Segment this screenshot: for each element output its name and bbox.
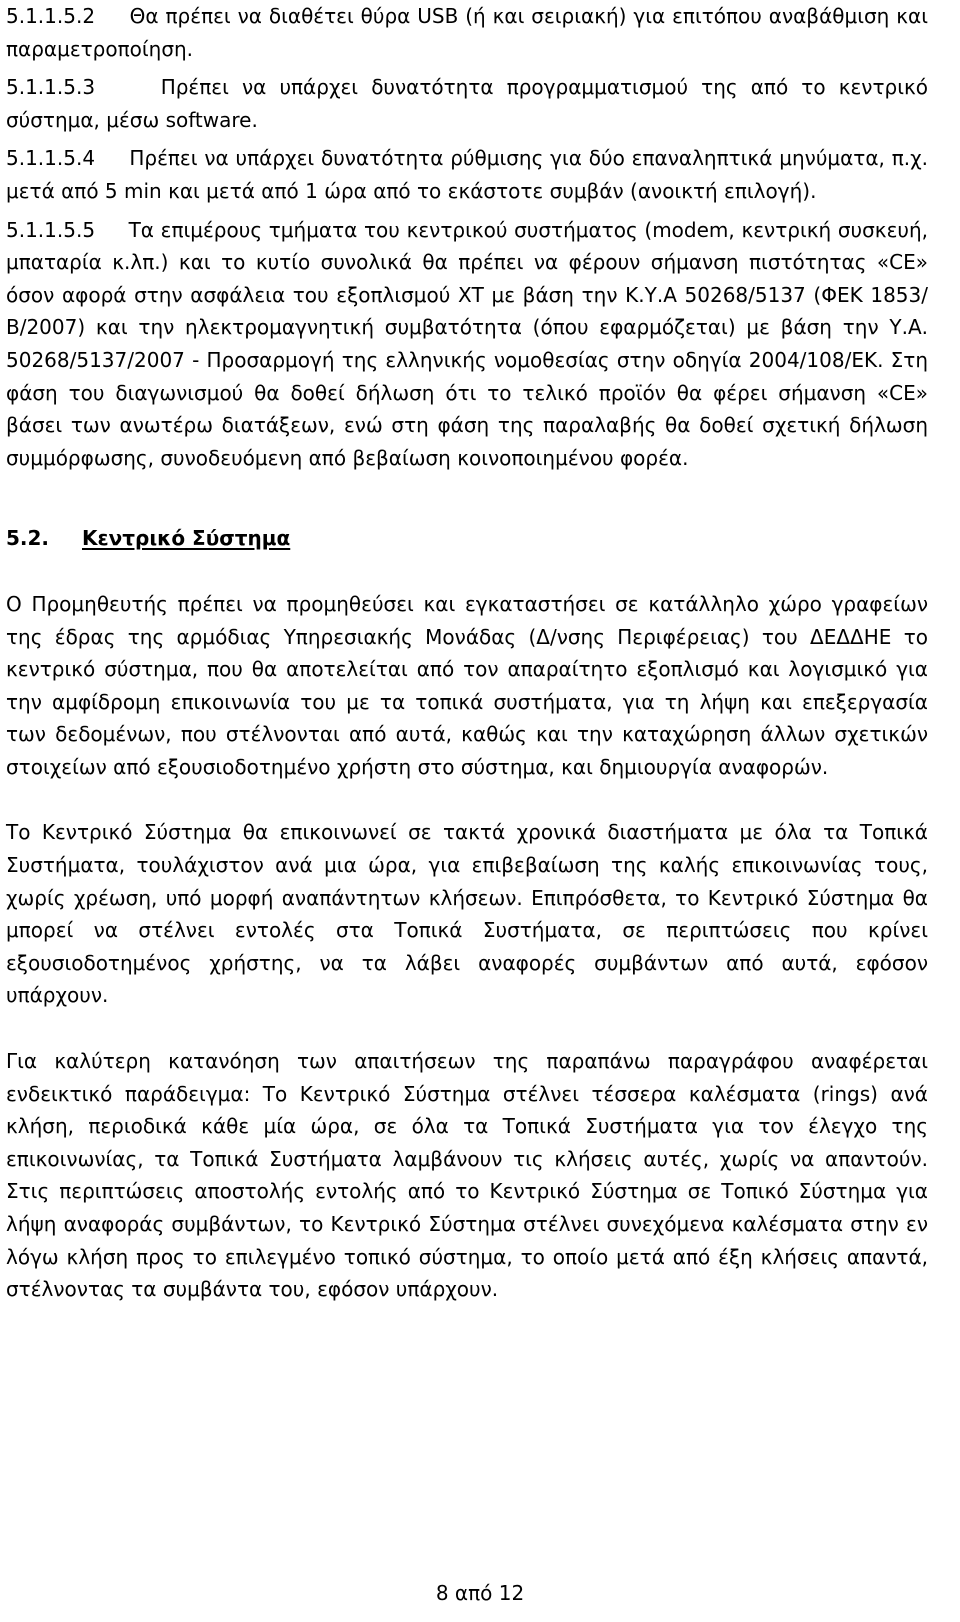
section-heading [6, 522, 928, 555]
paragraph-central-system-communication: Το Κεντρικό Σύστημα θα επικοινωνεί σε τακτά χρονικά διαστήματα με όλα τα Τοπικά Συστήματα, τουλάχιστον ανά μια ώρα, για επιβεβαίωση της καλής επικοινωνίας τους, χωρίς χρέωση, υπό μορφή αναπάντητων κλήσεων. Επιπρόσθετα, το Κεντρικό Σύστημα θα μπορεί να στέλνει εντολές στα Τοπικά Συστήματα, σε περιπτώσεις που κρίνει εξουσιοδοτημένος χρήστης, να τα λάβει αναφορές συμβάντων από αυτά, εφόσον υπάρχουν. [6, 820, 928, 1008]
paragraph-central-system-supply: Ο Προμηθευτής πρέπει να προμηθεύσει και εγκαταστήσει σε κατάλληλο χώρο γραφείων της έδρας της αρμόδιας Υπηρεσιακής Μονάδας (Δ/νσης Περιφέρειας) του ΔΕΔΔΗΕ το κεντρικό σύστημα, που θα αποτελείται από τον απαραίτητο εξοπλισμό και λογισμικό για την αμφίδρομη επικοινωνία του με τα τοπικά συστήματα, για τη λήψη και επεξεργασία των δεδομένων, που στέλνονται από αυτά, καθώς και την καταχώρηση άλλων σχετικών στοιχείων από εξουσιοδοτημένο χρήστη στο σύστημα, και δημιουργία αναφορών. [6, 591, 928, 779]
clause-number: 5.1.1.5.2 [6, 4, 96, 28]
clause-text: Πρέπει να υπάρχει δυνατότητα προγραμματισμού της από το κεντρικό σύστημα, μέσω software. [6, 75, 929, 132]
clause-5-1-1-5-2 [6, 0, 928, 65]
clause-5-1-1-5-5 [6, 214, 928, 475]
clause-text: Θα πρέπει να διαθέτει θύρα USB (ή και σειριακή) για επιτόπου αναβάθμιση και παραμετροποίηση. [6, 4, 928, 61]
clause-number: 5.1.1.5.3 [6, 75, 96, 100]
clause-5-1-1-5-4 [6, 142, 928, 207]
page-number: 8 από 12 [435, 1581, 525, 1605]
clause-number: 5.1.1.5.5 [6, 217, 96, 242]
section-number: 5.2. [6, 526, 50, 551]
clause-number: 5.1.1.5.4 [6, 146, 96, 171]
clause-text: Πρέπει να υπάρχει δυνατότητα ρύθμισης για δύο επαναληπτικά μηνύματα, π.χ. μετά από 5 min και μετά από 1 ώρα από το εκάστοτε συμβάν (ανοικτή επιλογή). [6, 146, 929, 203]
clause-5-1-1-5-3 [6, 71, 928, 136]
section-title: Κεντρικό Σύστημα [82, 526, 291, 551]
document-page [6, 0, 928, 1306]
clause-text: Τα επιμέρους τμήματα του κεντρικού συστήματος (modem, κεντρική συσκευή, μπαταρία κ.λπ.) και το κυτίο συνολικά θα πρέπει να φέρουν σήμανση πιστότητας «CE» όσον αφορά στην ασφάλεια του εξοπλισμού ΧΤ με βάση την Κ.Υ.Α 50268/5137 (ΦΕΚ 1853/Β/2007) και την ηλεκτρομαγνητική συμβατότητα (όπου εφαρμόζεται) με βάση την Υ.Α. 50268/5137/2007 - Προσαρμογή της ελληνικής νομοθεσίας στην οδηγία 2004/108/ΕΚ. Στη φάση του διαγωνισμού θα δοθεί δήλωση ότι το τελικό προϊόν θα φέρει σήμανση «CE» βάσει των ανωτέρω διατάξεων, ενώ στη φάση της παραλαβής θα δοθεί σχετική δήλωση συμμόρφωσης, συνοδευόμενη από βεβαίωση κοινοποιημένου φορέα. [6, 217, 929, 470]
paragraph-example: Για καλύτερη κατανόηση των απαιτήσεων της παραπάνω παραγράφου αναφέρεται ενδεικτικό παράδειγμα: Το Κεντρικό Σύστημα στέλνει τέσσερα καλέσματα (rings) ανά κλήση, περιοδικά κάθε μία ώρα, σε όλα τα Τοπικά Συστήματα για τον έλεγχο της επικοινωνίας, τα Τοπικά Συστήματα λαμβάνουν τις κλήσεις αυτές, χωρίς να απαντούν. Στις περιπτώσεις αποστολής εντολής από το Κεντρικό Σύστημα σε Τοπικό Σύστημα για λήψη αναφοράς συμβάντων, το Κεντρικό Σύστημα στέλνει συνεχόμενα καλέσματα στην εν λόγω κλήση προς το επιλεγμένο τοπικό σύστημα, το οποίο μετά από έξη κλήσεις απαντά, στέλνοντας τα συμβάντα του, εφόσον υπάρχουν. [6, 1049, 928, 1302]
